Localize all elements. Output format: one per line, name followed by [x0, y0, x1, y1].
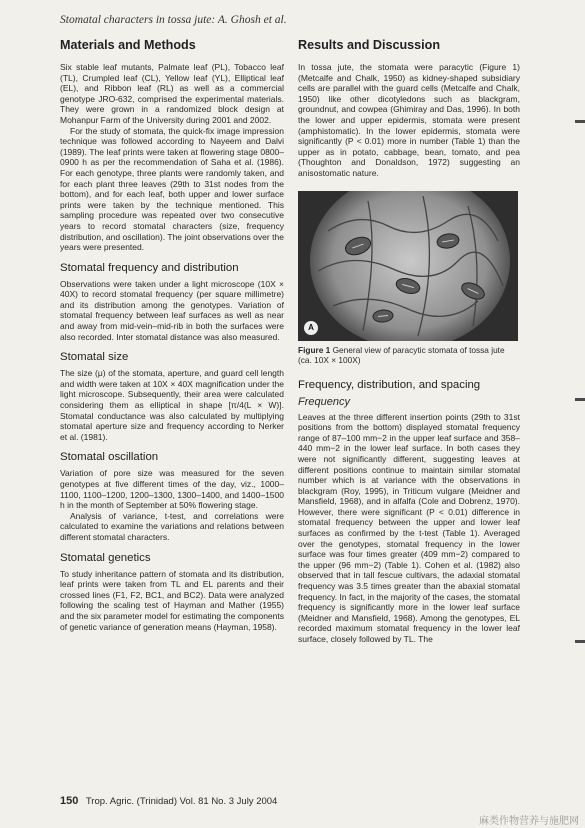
stomatal-oscillation-paragraph-1: Variation of pore size was measured for the seven genotypes at five different times of the day, viz., 1000–1100, 1100–1200, 1200–1300, 1300–1400, and 1400–1500 h in the month of September at 50% flowering stage. — [60, 468, 284, 511]
page-footer — [60, 795, 277, 807]
figure-caption-label: Figure 1 — [298, 344, 331, 355]
journal-citation: Trop. Agric. (Trinidad) Vol. 81 No. 3 July 2004 — [85, 796, 278, 807]
figure-caption-text: General view of paracytic stomata of tossa jute (ca. 10X × 100X) — [298, 344, 505, 365]
binder-mark — [575, 398, 585, 401]
stomatal-size-heading: Stomatal size — [60, 351, 129, 364]
left-column — [60, 38, 284, 632]
results-paragraph: In tossa jute, the stomata were paracytic (Figure 1) (Metcalfe and Chalk, 1950) as kidney-shaped subsidiary cells are parallel with the guard cells (Metcalfe and Chalk, 1950) like other dicotyledons such as blackgram, groundnut, and cowpea (Ghimiray and Das, 1996). In both the lower and upper epidermis, stomata were present (amphistomatic). In the lower epidermis, stomata were significantly (P < 0.01) more in number (Table 1) than the upper as in potato, cabbage, bean, tomato, and pea (Thoughton and Donaldson, 1972) suggesting an anisostomatic nature. — [298, 62, 520, 178]
micrograph-image — [298, 191, 518, 341]
stomatal-oscillation-heading: Stomatal oscillation — [60, 451, 159, 464]
frequency-paragraph: Leaves at the three different insertion points (29th to 31st positions from the bottom) displayed stomatal frequency range of 87–100 mm−2 in the upper leaf surface and 358–440 mm−2 in the lower leaf surface. In both cases they were not significantly different, suggesting leaves at different positions continue to maintain similar stomatal number which is at variance with the observations in blackgram (Roy, 1995), in Triticum vulgare (Meidner and Mansfield, 1968), and in alfalfa (Cole and Dobrenz, 1970). However, there were significant (P < 0.01) difference in stomatal frequency between the upper and lower leaf surfaces as confirmed by the t-test (Table 1). Averaged over the genotypes, stomatal frequency in the lower surface was four times greater (409 mm−2) compared to the upper (96 mm−2) (Table 1). Cohen et al. (1982) also observed that in tall fescue cultivars, the adaxial stomatal frequency was 3.5 times greater than the abaxial stomatal frequency. In fact, in the majority of the cases, the stomatal frequency is significantly more in the lower leaf surface (Meidner and Mansfield, 1968). Among the genotypes, EL recorded maximum stomatal frequency in the lower leaf surface, closely followed by TL. The — [298, 411, 520, 644]
binder-mark — [575, 120, 585, 123]
figure-1-caption — [298, 345, 520, 365]
results-discussion-heading: Results and Discussion — [298, 38, 441, 52]
stomatal-genetics-heading: Stomatal genetics — [60, 551, 151, 564]
mm-paragraph-2: For the study of stomata, the quick-fix image impression technique was followed according to Nayeem and Dalvi (1989). The leaf prints were taken at flowering stage 0800–0900 h as per the recommendation of Saha et al. (1986). For each genotype, three plants were randomly taken, and for each plant three leaves (29th to 31st nodes from the bottom), and for each leaf, both upper and lower surface prints were taken by the technique mentioned. This sampling procedure was repeated over two consecutive years to record stomatal characters (size, frequency distribution, and oscillation). The joint observations over the years were presented. — [60, 125, 284, 253]
stomatal-frequency-heading: Stomatal frequency and distribution — [60, 261, 239, 274]
page-number: 150 — [60, 795, 79, 807]
stomatal-frequency-paragraph: Observations were taken under a light microscope (10X × 40X) to record stomatal frequency (per square millimetre) and its distribution among the genotypes. Variation of stomatal frequency between leaf surfaces as well as near and away from mid-vein–mid-rib in both the surfaces were also recorded. Inter stomatal distance was also measured. — [60, 278, 284, 342]
watermark: 麻类作物营养与施肥网 — [479, 816, 579, 827]
stomatal-genetics-paragraph: To study inheritance pattern of stomata and its distribution, leaf prints were taken from TL and EL parents and their crossed lines (F1, F2, BC1, and BC2). Data were analyzed following the scaling test of Hayman and Mather (1955) and the six parameter model for estimating the components of genetic variance of generation means (Hayman, 1958). — [60, 568, 284, 632]
mm-paragraph-1: Six stable leaf mutants, Palmate leaf (PL), Tobacco leaf (TL), Crumpled leaf (CL), Yellow leaf (YL), Elliptical leaf (EL), and Ribbon leaf (RL) as well as a commercial genotype JRO-632, comprised the experimental materials. They were grown in a randomized block design at Mohanpur Farm of the University during 2001 and 2002. — [60, 62, 284, 125]
figure-panel-label: A — [304, 321, 318, 335]
materials-methods-heading: Materials and Methods — [60, 38, 196, 52]
running-header: Stomatal characters in tossa jute: A. Ghosh et al. — [60, 14, 287, 26]
frequency-distribution-spacing-heading: Frequency, distribution, and spacing — [298, 378, 481, 391]
stomatal-oscillation-paragraph-2: Analysis of variance, t-test, and correlations were calculated to examine the variations and relations between different stomatal characters. — [60, 510, 284, 542]
binder-mark — [575, 640, 585, 643]
frequency-subheading: Frequency — [298, 395, 350, 408]
figure-1-micrograph — [298, 191, 518, 341]
right-column — [298, 38, 520, 645]
stomatal-size-paragraph: The size (μ) of the stomata, aperture, and guard cell length and width were taken at 10X × 40X magnification under the light microscope. Subsequently, their area were calculated considering them as elliptical in shape [π/4(L × W)]. Stomatal conductance was also calculated by multiplying stomatal aperture size and frequency according to Nerker et al. (1981). — [60, 368, 284, 442]
